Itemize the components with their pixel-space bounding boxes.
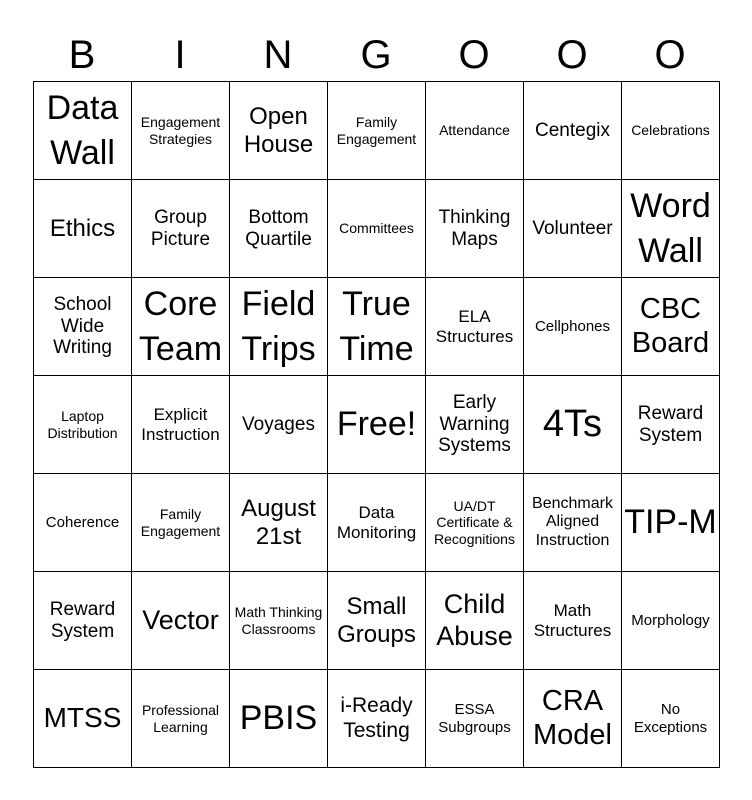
bingo-cell[interactable]: Group Picture: [132, 180, 230, 278]
header-letter: B: [68, 33, 96, 77]
bingo-cell[interactable]: Coherence: [34, 474, 132, 572]
header-letter: O: [654, 33, 686, 77]
bingo-cell[interactable]: CRA Model: [524, 670, 622, 768]
bingo-cell[interactable]: Field Trips: [230, 278, 328, 376]
bingo-cell[interactable]: Math Thinking Classrooms: [230, 572, 328, 670]
bingo-cell[interactable]: MTSS: [34, 670, 132, 768]
bingo-cell[interactable]: Benchmark Aligned Instruction: [524, 474, 622, 572]
bingo-cell[interactable]: Professional Learning: [132, 670, 230, 768]
bingo-cell[interactable]: Laptop Distribution: [34, 376, 132, 474]
bingo-cell[interactable]: Engagement Strategies: [132, 82, 230, 180]
bingo-cell[interactable]: Cellphones: [524, 278, 622, 376]
bingo-grid: [33, 81, 720, 768]
bingo-cell[interactable]: Data Monitoring: [328, 474, 426, 572]
bingo-cell[interactable]: No Exceptions: [622, 670, 720, 768]
bingo-cell[interactable]: Core Team: [132, 278, 230, 376]
bingo-cell[interactable]: PBIS: [230, 670, 328, 768]
header-letter: G: [360, 33, 392, 77]
header-letter: I: [174, 33, 186, 77]
bingo-cell[interactable]: ESSA Subgroups: [426, 670, 524, 768]
bingo-cell[interactable]: Early Warning Systems: [426, 376, 524, 474]
bingo-cell[interactable]: Reward System: [34, 572, 132, 670]
bingo-cell[interactable]: ELA Structures: [426, 278, 524, 376]
bingo-cell[interactable]: Math Structures: [524, 572, 622, 670]
bingo-cell[interactable]: Centegix: [524, 82, 622, 180]
bingo-cell[interactable]: Small Groups: [328, 572, 426, 670]
bingo-cell[interactable]: Word Wall: [622, 180, 720, 278]
bingo-cell[interactable]: Celebrations: [622, 82, 720, 180]
bingo-cell[interactable]: UA/DT Certificate & Recognitions: [426, 474, 524, 572]
bingo-cell[interactable]: Family Engagement: [328, 82, 426, 180]
bingo-cell[interactable]: Ethics: [34, 180, 132, 278]
bingo-cell[interactable]: Family Engagement: [132, 474, 230, 572]
bingo-cell[interactable]: 4Ts: [524, 376, 622, 474]
bingo-cell[interactable]: Thinking Maps: [426, 180, 524, 278]
header-letter: O: [556, 33, 588, 77]
bingo-cell[interactable]: Attendance: [426, 82, 524, 180]
bingo-cell[interactable]: Volunteer: [524, 180, 622, 278]
bingo-cell[interactable]: Vector: [132, 572, 230, 670]
bingo-cell[interactable]: Explicit Instruction: [132, 376, 230, 474]
bingo-cell[interactable]: True Time: [328, 278, 426, 376]
header-letter: O: [458, 33, 490, 77]
bingo-cell[interactable]: TIP-M: [622, 474, 720, 572]
bingo-cell[interactable]: i-Ready Testing: [328, 670, 426, 768]
bingo-cell[interactable]: Child Abuse: [426, 572, 524, 670]
bingo-cell[interactable]: Free!: [328, 376, 426, 474]
bingo-cell[interactable]: Voyages: [230, 376, 328, 474]
bingo-cell[interactable]: Morphology: [622, 572, 720, 670]
bingo-cell[interactable]: Reward System: [622, 376, 720, 474]
bingo-header: [33, 28, 719, 82]
header-letter: N: [263, 33, 293, 77]
bingo-cell[interactable]: School Wide Writing: [34, 278, 132, 376]
bingo-cell[interactable]: Committees: [328, 180, 426, 278]
bingo-cell[interactable]: Bottom Quartile: [230, 180, 328, 278]
bingo-cell[interactable]: August 21st: [230, 474, 328, 572]
bingo-cell[interactable]: Data Wall: [34, 82, 132, 180]
bingo-cell[interactable]: Open House: [230, 82, 328, 180]
bingo-cell[interactable]: CBC Board: [622, 278, 720, 376]
